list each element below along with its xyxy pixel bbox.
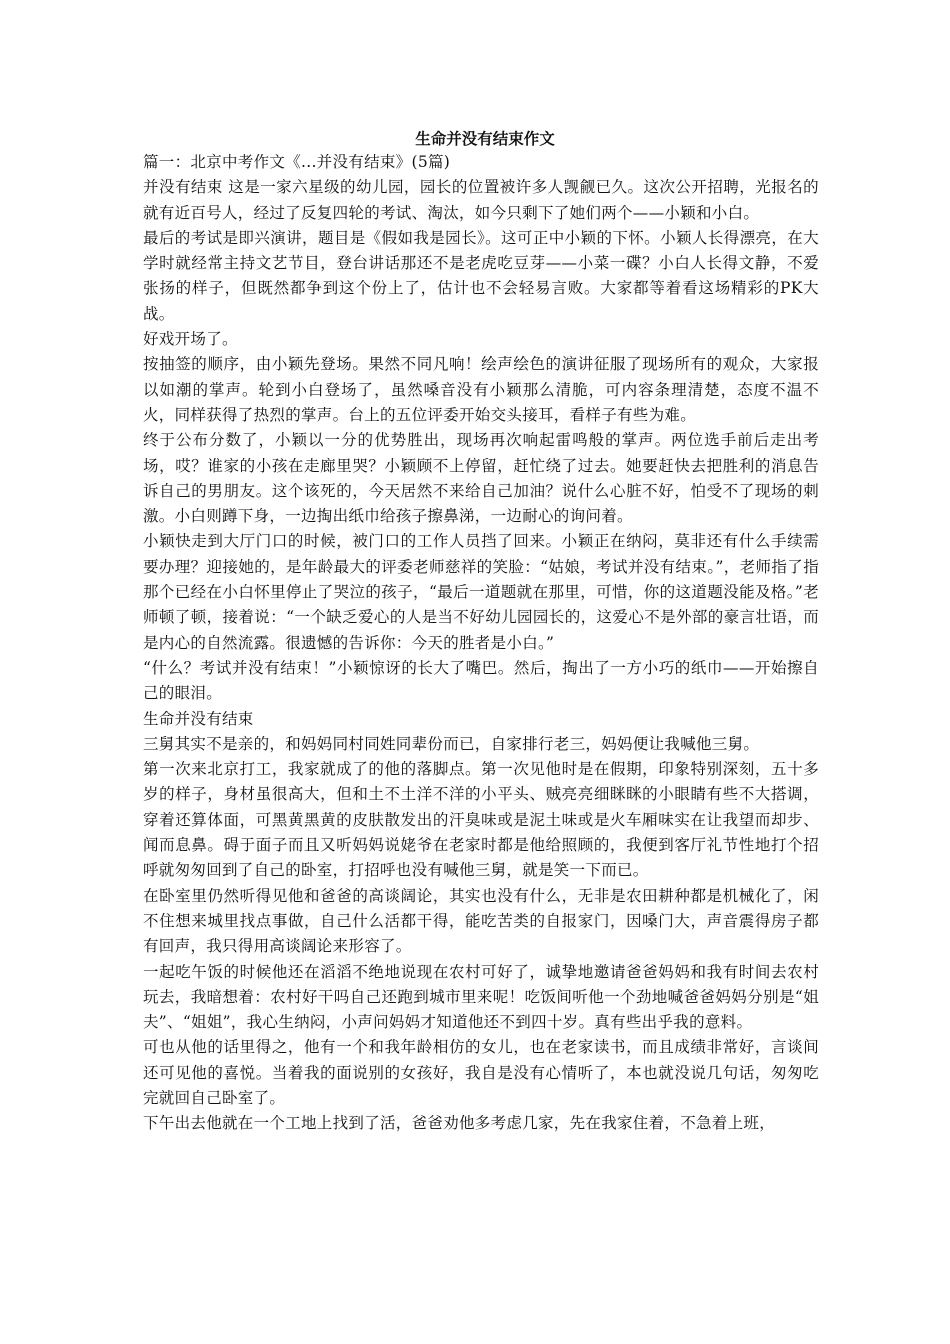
- paragraph-14: 下午出去他就在一个工地上找到了活，爸爸劝他多考虑几家，先在我家住着，不急着上班，: [143, 1114, 776, 1133]
- paragraph-10: 第一次来北京打工，我家就成了的他的落脚点。第一次见他时是在假期，印象特别深刻，五十多岁的样子，身材虽很高大，但和土不土洋不洋的小平头、贼亮亮细眯眯的小眼睛有些不大搭调，穿着还算体面，可黑黄黑黄的皮肤散发出的汗臭味或是泥土味或是火车厢味实在让我望而却步、闻而息鼻。碍于面子而且又听妈妈说姥爷在老家时都是他给照顾的，我便到客厅礼节性地打个招呼就匆匆回到了自己的卧室，打招呼也没有喊他三舅，就是笑一下而已。: [143, 760, 819, 880]
- paragraph-12: 一起吃午饭的时候他还在滔滔不绝地说现在农村可好了，诚挚地邀请爸爸妈妈和我有时间去农村玩去，我暗想着：农村好干吗自己还跑到城市里来呢！吃饭间听他一个劲地喊爸爸妈妈分别是“姐夫”、“姐姐”，我心生纳闷，小声问妈妈才知道他还不到四十岁。真有些出乎我的意料。: [143, 962, 819, 1032]
- paragraph-4: 按抽签的顺序，由小颖先登场。果然不同凡响！绘声绘色的演讲征服了现场所有的观众，大家报以如潮的掌声。轮到小白登场了，虽然嗓音没有小颖那么清脆，可内容条理清楚，态度不温不火，同样获得了热烈的掌声。台上的五位评委开始交头接耳，看样子有些为难。: [143, 355, 819, 424]
- paragraph-5: 终于公布分数了，小颖以一分的优势胜出，现场再次响起雷鸣般的掌声。两位选手前后走出考场，哎？谁家的小孩在走廊里哭？小颖顾不上停留，赶忙绕了过去。她要赶快去把胜利的消息告诉自己的男朋友。这个该死的，今天居然不来给自己加油？说什么心脏不好，怕受不了现场的刺激。小白则蹲下身，一边掏出纸巾给孩子擦鼻涕，一边耐心的询问着。: [143, 431, 819, 526]
- paragraph-7: “什么？考试并没有结束！”小颖惊讶的长大了嘴巴。然后，掏出了一方小巧的纸巾——开始擦自己的眼泪。: [143, 658, 819, 703]
- paragraph-2: 最后的考试是即兴演讲，题目是《假如我是园长》。这可正中小颖的下怀。小颖人长得漂亮，在大学时就经常主持文艺节目，登台讲话那还不是老虎吃豆芽——小菜一碟？小白人长得文静，不爱张扬的样子，但既然都争到这个份上了，估计也不会轻易言败。大家都等着看这场精彩的PK大战。: [143, 228, 819, 323]
- document-title: 生命并没有结束作文: [415, 129, 555, 148]
- paragraph-6: 小颖快走到大厅门口的时候，被门口的工作人员挡了回来。小颖正在纳闷，莫非还有什么手续需要办理？迎接她的，是年龄最大的评委老师慈祥的笑脸：“姑娘，考试并没有结束。”，老师指了指那个已经在小白怀里停止了哭泣的孩子，“最后一道题就在那里，可惜，你的这道题没能及格。”老师顿了顿，接着说：“一个缺乏爱心的人是当不好幼儿园园长的，这爱心不是外部的豪言壮语，而是内心的自然流露。很遗憾的告诉你：今天的胜者是小白。”: [143, 532, 819, 652]
- paragraph-13: 可也从他的话里得之，他有一个和我年龄相仿的女儿，也在老家读书，而且成绩非常好，言谈间还可见他的喜悦。当着我的面说别的女孩好，我自是没有心情听了，本也就没说几句话，匆匆吃完就回自己卧室了。: [143, 1038, 819, 1107]
- document-page: [143, 128, 819, 1137]
- paragraph-9: 三舅其实不是亲的，和妈妈同村同姓同辈份而已，自家排行老三，妈妈便让我喊他三舅。: [143, 734, 760, 753]
- paragraph-0: 篇一：北京中考作文《...并没有结束》(5篇): [143, 153, 451, 171]
- paragraph-1: 并没有结束 这是一家六星级的幼儿园，园长的位置被许多人觊觎已久。这次公开招聘，光报名的就有近百号人，经过了反复四轮的考试、淘汰，如今只剩下了她们两个——小颖和小白。: [143, 178, 819, 222]
- paragraph-8: 生命并没有结束: [143, 709, 254, 728]
- paragraph-3: 好戏开场了。: [143, 330, 238, 349]
- paragraph-11: 在卧室里仍然听得见他和爸爸的高谈阔论，其实也没有什么，无非是农田耕种都是机械化了，闲不住想来城里找点事做，自己什么活都干得，能吃苦类的自报家门，因嗓门大，声音震得房子都有回声，我只得用高谈阔论来形容了。: [143, 886, 819, 956]
